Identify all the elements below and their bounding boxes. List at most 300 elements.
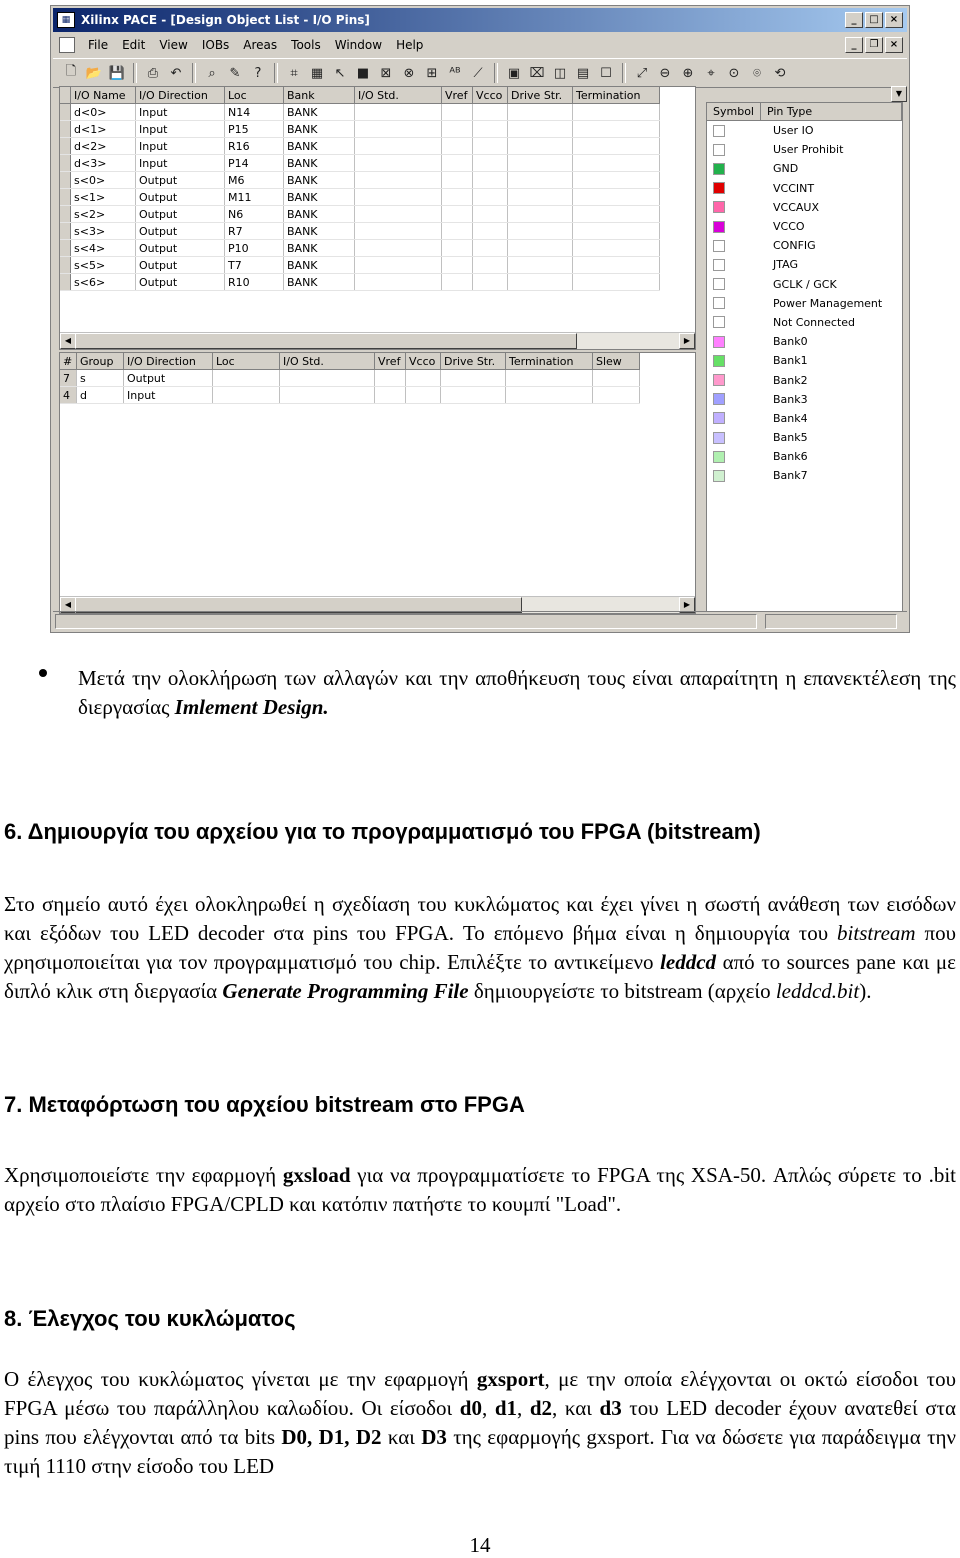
legend-swatch-icon bbox=[713, 355, 725, 367]
table-cell[interactable] bbox=[573, 155, 660, 172]
table-cell[interactable] bbox=[508, 240, 573, 257]
help-icon[interactable]: ? bbox=[254, 65, 262, 81]
legend-item bbox=[707, 370, 902, 389]
table-cell[interactable]: R7 bbox=[225, 223, 284, 240]
heading-section-6: 6. Δημιουργία του αρχείου για το προγραμματισμό του FPGA (bitstream) bbox=[4, 819, 761, 844]
view-d-icon[interactable]: ▤ bbox=[576, 65, 590, 81]
text-run: από το sources pane και με διπλό κλικ στη διεργασία bbox=[4, 950, 957, 1003]
table-cell[interactable] bbox=[442, 274, 473, 291]
table-cell[interactable] bbox=[375, 370, 406, 387]
table-row[interactable] bbox=[60, 138, 660, 155]
table-cell[interactable]: BANK bbox=[284, 257, 355, 274]
legend-item bbox=[707, 332, 902, 351]
table-cell[interactable] bbox=[355, 240, 442, 257]
table-row[interactable] bbox=[60, 387, 640, 404]
col-vcco[interactable]: Vcco bbox=[473, 87, 508, 104]
paragraph-section-6 bbox=[4, 890, 956, 1006]
table-cell[interactable] bbox=[508, 155, 573, 172]
row-header[interactable] bbox=[60, 223, 71, 240]
text-run-bold: gxsport bbox=[476, 1367, 545, 1391]
table-cell[interactable] bbox=[506, 370, 593, 387]
table-cell[interactable] bbox=[593, 370, 640, 387]
table-row[interactable] bbox=[60, 155, 660, 172]
view-b-icon[interactable]: ⌧ bbox=[529, 65, 545, 81]
table-cell[interactable] bbox=[473, 138, 508, 155]
row-header[interactable] bbox=[60, 104, 71, 121]
table-cell[interactable] bbox=[508, 274, 573, 291]
table-cell[interactable] bbox=[442, 240, 473, 257]
table-cell[interactable]: BANK bbox=[284, 104, 355, 121]
remove-icon[interactable]: ⊠ bbox=[380, 65, 392, 81]
text-run-bold-italic: leddcd bbox=[660, 950, 717, 974]
table-cell[interactable] bbox=[355, 257, 442, 274]
text-run: του LED decoder έχουν ανατεθεί στα pins που ελέγχονται από τα bits bbox=[4, 1396, 956, 1449]
table-cell[interactable] bbox=[573, 223, 660, 240]
menu-help[interactable]: Help bbox=[396, 38, 424, 52]
table-cell[interactable] bbox=[355, 189, 442, 206]
zoom-out-icon[interactable]: ⊖ bbox=[659, 65, 671, 81]
table-cell[interactable] bbox=[442, 104, 473, 121]
table-cell[interactable]: d<2> bbox=[71, 138, 136, 155]
col-loc[interactable]: Loc bbox=[225, 87, 284, 104]
col-loc[interactable]: Loc bbox=[213, 353, 280, 370]
mdi-restore-button[interactable]: ❐ bbox=[865, 37, 883, 53]
legend-swatch-icon bbox=[713, 163, 725, 175]
table-cell[interactable]: Output bbox=[136, 240, 225, 257]
table-cell[interactable]: 4 bbox=[60, 387, 77, 404]
text-run-bold: d3 bbox=[599, 1396, 622, 1420]
legend-swatch-icon bbox=[713, 240, 725, 252]
zoom-fit-icon[interactable]: ⤢ bbox=[636, 65, 648, 81]
table-cell[interactable] bbox=[473, 257, 508, 274]
legend-label: VCCINT bbox=[773, 181, 815, 195]
legend-swatch-icon bbox=[713, 259, 725, 271]
legend-swatch-icon bbox=[713, 182, 725, 194]
table-cell[interactable]: BANK bbox=[284, 121, 355, 138]
table-cell[interactable]: P15 bbox=[225, 121, 284, 138]
legend-swatch-icon bbox=[713, 316, 725, 328]
text-run-bold: d1 bbox=[494, 1396, 518, 1420]
table-cell[interactable] bbox=[508, 121, 573, 138]
table-cell[interactable] bbox=[375, 387, 406, 404]
xilinx-app-icon: ▦ bbox=[57, 12, 75, 28]
table-cell[interactable] bbox=[355, 155, 442, 172]
col-number[interactable]: # bbox=[60, 353, 77, 370]
table-cell[interactable] bbox=[280, 370, 375, 387]
table-cell[interactable] bbox=[213, 387, 280, 404]
legend-label: Power Management bbox=[773, 296, 883, 310]
table-cell[interactable] bbox=[508, 223, 573, 240]
menu-areas[interactable]: Areas bbox=[243, 38, 278, 52]
legend-label: VCCO bbox=[773, 220, 805, 234]
table-cell[interactable] bbox=[473, 155, 508, 172]
table-cell[interactable]: Output bbox=[136, 257, 225, 274]
legend-item bbox=[707, 294, 902, 313]
legend-swatch-icon bbox=[713, 432, 725, 444]
paragraph-section-7 bbox=[4, 1161, 956, 1219]
scroll-thumb[interactable] bbox=[75, 333, 577, 349]
col-drive-str[interactable]: Drive Str. bbox=[508, 87, 573, 104]
area-icon[interactable]: ⌗ bbox=[290, 65, 298, 81]
scroll-right-arrow-icon[interactable]: ▶ bbox=[679, 333, 695, 349]
table-cell[interactable] bbox=[473, 223, 508, 240]
refresh-icon[interactable]: ⟲ bbox=[774, 65, 786, 81]
table-cell[interactable]: T7 bbox=[225, 257, 284, 274]
status-cell-right bbox=[765, 614, 897, 629]
table-cell[interactable]: BANK bbox=[284, 189, 355, 206]
legend-swatch-icon bbox=[713, 144, 725, 156]
text-run-bold-italic: Generate Programming File bbox=[222, 979, 469, 1003]
legend-swatch-icon bbox=[713, 297, 725, 309]
table-cell[interactable] bbox=[355, 121, 442, 138]
col-bank[interactable]: Bank bbox=[284, 87, 355, 104]
legend-item bbox=[707, 447, 902, 466]
table-cell[interactable]: s<3> bbox=[71, 223, 136, 240]
mdi-close-button[interactable]: × bbox=[885, 37, 903, 53]
scroll-left-arrow-icon[interactable]: ◀ bbox=[60, 333, 76, 349]
table-cell[interactable]: BANK bbox=[284, 172, 355, 189]
table-row[interactable] bbox=[60, 206, 660, 223]
table-cell[interactable] bbox=[508, 206, 573, 223]
legend-label: GCLK / GCK bbox=[773, 277, 837, 291]
select-icon[interactable]: ↖ bbox=[334, 65, 346, 81]
text-run: ). bbox=[859, 979, 872, 1003]
row-header[interactable] bbox=[60, 206, 71, 223]
table-cell[interactable]: d<3> bbox=[71, 155, 136, 172]
table-cell[interactable] bbox=[508, 104, 573, 121]
col-io-std[interactable]: I/O Std. bbox=[280, 353, 375, 370]
table-cell[interactable]: P10 bbox=[225, 240, 284, 257]
table-row[interactable] bbox=[60, 274, 660, 291]
locate-icon[interactable]: ⌾ bbox=[753, 65, 761, 81]
menu-view[interactable]: View bbox=[159, 38, 188, 52]
legend-label: JTAG bbox=[773, 258, 798, 272]
table-row[interactable] bbox=[60, 104, 660, 121]
block-icon[interactable]: ■ bbox=[356, 65, 370, 81]
pin-icon[interactable]: ⊞ bbox=[426, 65, 438, 81]
table-cell[interactable]: BANK bbox=[284, 155, 355, 172]
document-icon[interactable] bbox=[59, 37, 75, 53]
bullet-icon bbox=[39, 669, 47, 677]
legend-label: Bank4 bbox=[773, 411, 808, 425]
text-run: Ο έλεγχος του κυκλώματος γίνεται με την εφαρμογή bbox=[4, 1367, 477, 1391]
text-run: για να προγραμματίσετε το FPGA της XSA-50. Απλώς σύρετε το .bit αρχείο στο πλαίσιο FPGA/CPLD και κατόπιν πατήστε το κουμπί "Load". bbox=[4, 1163, 956, 1216]
find-icon[interactable]: ⌕ bbox=[208, 65, 216, 81]
io-grid-hscrollbar[interactable] bbox=[60, 332, 695, 349]
table-cell[interactable]: P14 bbox=[225, 155, 284, 172]
table-cell[interactable] bbox=[573, 121, 660, 138]
prohibit-icon[interactable]: ⊗ bbox=[403, 65, 415, 81]
col-symbol[interactable]: Symbol bbox=[707, 103, 761, 120]
legend-item bbox=[707, 121, 902, 140]
menu-iobs[interactable]: IOBs bbox=[201, 38, 230, 52]
legend-swatch-icon bbox=[713, 451, 725, 463]
col-vcco[interactable]: Vcco bbox=[406, 353, 441, 370]
table-cell[interactable] bbox=[473, 189, 508, 206]
table-cell[interactable] bbox=[508, 172, 573, 189]
zoom-area-icon[interactable]: ⌖ bbox=[707, 65, 715, 81]
save-icon[interactable]: 💾 bbox=[108, 65, 126, 81]
new-icon[interactable]: 🗋 bbox=[65, 64, 77, 79]
table-cell[interactable]: BANK bbox=[284, 223, 355, 240]
row-header[interactable] bbox=[60, 138, 71, 155]
scroll-right-arrow-icon[interactable]: ▶ bbox=[679, 597, 695, 613]
table-cell[interactable] bbox=[473, 121, 508, 138]
text-run: , bbox=[517, 1396, 530, 1420]
table-cell[interactable]: Output bbox=[136, 274, 225, 291]
table-cell[interactable]: Input bbox=[136, 104, 225, 121]
toolbar-separator bbox=[622, 63, 626, 83]
table-cell[interactable]: d<0> bbox=[71, 104, 136, 121]
table-cell[interactable] bbox=[473, 240, 508, 257]
legend-swatch-icon bbox=[713, 278, 725, 290]
table-cell[interactable] bbox=[442, 172, 473, 189]
paragraph-section-8 bbox=[4, 1365, 956, 1481]
view-c-icon[interactable]: ◫ bbox=[553, 65, 567, 81]
legend-swatch-icon bbox=[713, 336, 725, 348]
table-cell[interactable]: N6 bbox=[225, 206, 284, 223]
row-header[interactable] bbox=[60, 172, 71, 189]
text-run-bold: D0, D1, D2 bbox=[281, 1425, 382, 1449]
table-cell[interactable] bbox=[442, 206, 473, 223]
legend-item bbox=[707, 275, 902, 294]
table-cell[interactable]: Input bbox=[136, 155, 225, 172]
table-cell[interactable] bbox=[593, 387, 640, 404]
undo-icon[interactable]: ↶ bbox=[170, 65, 182, 81]
open-icon[interactable]: 📂 bbox=[85, 65, 103, 81]
menu-edit[interactable]: Edit bbox=[122, 38, 146, 52]
row-header[interactable] bbox=[60, 121, 71, 138]
table-cell[interactable] bbox=[355, 274, 442, 291]
legend-label: Bank2 bbox=[773, 373, 808, 387]
text-run-bold: d0 bbox=[459, 1396, 482, 1420]
table-cell[interactable]: s bbox=[77, 370, 124, 387]
table-cell[interactable]: s<5> bbox=[71, 257, 136, 274]
tool-icon[interactable]: ✎ bbox=[229, 65, 241, 81]
scroll-left-arrow-icon[interactable]: ◀ bbox=[60, 597, 76, 613]
text-run: Στο σημείο αυτό έχει ολοκληρωθεί η σχεδίαση του κυκλώματος και έχει γίνει η σωστή ανάθεση των εισόδων και εξόδων του LED decoder στα pins του FPGA. Το επόμενο βήμα είναι η δημιουργία του bbox=[4, 892, 956, 945]
col-io-direction[interactable]: I/O Direction bbox=[136, 87, 225, 104]
table-cell[interactable] bbox=[442, 121, 473, 138]
table-row[interactable] bbox=[60, 189, 660, 206]
table-cell[interactable]: d<1> bbox=[71, 121, 136, 138]
table-cell[interactable]: s<1> bbox=[71, 189, 136, 206]
heading-section-8: 8. Έλεγχος του κυκλώματος bbox=[4, 1306, 296, 1331]
table-cell[interactable]: R16 bbox=[225, 138, 284, 155]
col-pin-type[interactable]: Pin Type bbox=[761, 103, 902, 120]
table-cell[interactable] bbox=[406, 370, 441, 387]
text-run: δημιουργείστε το bitstream (αρχείο bbox=[468, 979, 776, 1003]
text-run: της εφαρμογής gxsport. Για να δώσετε για παράδειγμα την τιμή 1110 στην είσοδο του LED bbox=[4, 1425, 956, 1478]
table-cell[interactable] bbox=[213, 370, 280, 387]
table-cell[interactable]: Output bbox=[136, 206, 225, 223]
col-slew[interactable]: Slew bbox=[593, 353, 640, 370]
text-run: που χρησιμοποιείται για τον προγραμματισμό του chip. Επιλέξτε το αντικείμενο bbox=[4, 921, 957, 974]
table-cell[interactable] bbox=[573, 138, 660, 155]
table-cell[interactable] bbox=[508, 189, 573, 206]
minimize-button[interactable]: _ bbox=[845, 12, 863, 28]
abc-icon[interactable]: ᴬᴮ bbox=[449, 65, 461, 81]
table-cell[interactable] bbox=[355, 104, 442, 121]
legend-swatch-icon bbox=[713, 470, 725, 482]
row-header[interactable] bbox=[60, 274, 71, 291]
table-cell[interactable] bbox=[442, 223, 473, 240]
table-cell[interactable]: Output bbox=[124, 370, 213, 387]
table-cell[interactable] bbox=[573, 189, 660, 206]
table-cell[interactable] bbox=[508, 138, 573, 155]
text-run-bold: d2 bbox=[529, 1396, 553, 1420]
table-cell[interactable]: Output bbox=[136, 172, 225, 189]
table-cell[interactable] bbox=[355, 206, 442, 223]
table-cell[interactable]: BANK bbox=[284, 274, 355, 291]
col-termination[interactable]: Termination bbox=[573, 87, 660, 104]
zoom-select-icon[interactable]: ⊙ bbox=[728, 65, 740, 81]
table-cell[interactable] bbox=[280, 387, 375, 404]
table-cell[interactable]: s<6> bbox=[71, 274, 136, 291]
table-cell[interactable]: Input bbox=[124, 387, 213, 404]
table-cell[interactable] bbox=[573, 240, 660, 257]
legend-item bbox=[707, 390, 902, 409]
table-cell[interactable]: Output bbox=[136, 223, 225, 240]
table-cell[interactable]: s<4> bbox=[71, 240, 136, 257]
row-header[interactable] bbox=[60, 257, 71, 274]
table-cell[interactable] bbox=[473, 172, 508, 189]
page-number: 14 bbox=[469, 1533, 491, 1557]
table-cell[interactable] bbox=[442, 257, 473, 274]
row-header[interactable] bbox=[60, 240, 71, 257]
table-cell[interactable]: Output bbox=[136, 189, 225, 206]
view-e-icon[interactable]: ☐ bbox=[600, 65, 612, 81]
legend-label: User Prohibit bbox=[773, 143, 844, 157]
table-row[interactable] bbox=[60, 257, 660, 274]
legend-label: Not Connected bbox=[773, 315, 856, 329]
table-cell[interactable] bbox=[506, 387, 593, 404]
bullet-emphasis: Imlement Design. bbox=[174, 695, 329, 719]
zoom-in-icon[interactable]: ⊕ bbox=[682, 65, 694, 81]
col-io-std[interactable]: I/O Std. bbox=[355, 87, 442, 104]
table-cell[interactable] bbox=[508, 257, 573, 274]
maximize-button[interactable]: □ bbox=[865, 12, 883, 28]
legend-label: Bank1 bbox=[773, 354, 808, 368]
table-cell[interactable] bbox=[442, 138, 473, 155]
table-row[interactable] bbox=[60, 240, 660, 257]
table-cell[interactable] bbox=[441, 370, 506, 387]
col-io-name[interactable]: I/O Name bbox=[71, 87, 136, 104]
status-bar bbox=[53, 611, 907, 630]
col-io-direction[interactable]: I/O Direction bbox=[124, 353, 213, 370]
heading-section-7: 7. Μεταφόρτωση του αρχείου bitstream στο FPGA bbox=[4, 1092, 525, 1117]
col-drive-str[interactable]: Drive Str. bbox=[441, 353, 506, 370]
grid-icon[interactable]: ▦ bbox=[310, 65, 324, 81]
menu-window[interactable]: Window bbox=[334, 38, 383, 52]
table-cell[interactable]: s<0> bbox=[71, 172, 136, 189]
pace-window bbox=[50, 5, 910, 633]
table-cell[interactable] bbox=[573, 257, 660, 274]
table-cell[interactable] bbox=[573, 274, 660, 291]
bullet-paragraph bbox=[78, 664, 956, 722]
print-icon[interactable]: ⎙ bbox=[147, 65, 159, 81]
table-row[interactable] bbox=[60, 172, 660, 189]
table-cell[interactable] bbox=[573, 206, 660, 223]
table-cell[interactable] bbox=[573, 104, 660, 121]
table-cell[interactable] bbox=[355, 138, 442, 155]
table-cell[interactable] bbox=[473, 206, 508, 223]
legend-swatch-icon bbox=[713, 201, 725, 213]
close-button[interactable]: × bbox=[885, 12, 903, 28]
col-termination[interactable]: Termination bbox=[506, 353, 593, 370]
text-run-italic: bitstream bbox=[837, 921, 916, 945]
legend-item bbox=[707, 198, 902, 217]
toolbar-separator bbox=[494, 63, 498, 83]
legend-item bbox=[707, 179, 902, 198]
menu-tools[interactable]: Tools bbox=[291, 38, 321, 52]
table-cell[interactable]: BANK bbox=[284, 206, 355, 223]
table-cell[interactable]: M6 bbox=[225, 172, 284, 189]
bullet-text: Μετά την ολοκλήρωση των αλλαγών και την αποθήκευση τους είναι απαραίτητη η επανεκτέλεση της διεργασίας bbox=[78, 666, 956, 719]
toolbar bbox=[53, 58, 907, 88]
menu-file[interactable]: File bbox=[88, 38, 109, 52]
table-cell[interactable] bbox=[473, 104, 508, 121]
row-header-corner bbox=[60, 87, 71, 104]
table-cell[interactable] bbox=[355, 172, 442, 189]
table-cell[interactable]: d bbox=[77, 387, 124, 404]
col-vref[interactable]: Vref bbox=[375, 353, 406, 370]
legend-item bbox=[707, 409, 902, 428]
col-vref[interactable]: Vref bbox=[442, 87, 473, 104]
table-cell[interactable]: 7 bbox=[60, 370, 77, 387]
table-cell[interactable] bbox=[442, 189, 473, 206]
table-row[interactable] bbox=[60, 121, 660, 138]
table-cell[interactable]: BANK bbox=[284, 240, 355, 257]
table-cell[interactable] bbox=[441, 387, 506, 404]
table-row[interactable] bbox=[60, 370, 640, 387]
table-row[interactable] bbox=[60, 223, 660, 240]
row-header[interactable] bbox=[60, 155, 71, 172]
table-cell[interactable] bbox=[355, 223, 442, 240]
text-run: , και bbox=[552, 1396, 600, 1420]
mdi-minimize-button[interactable]: _ bbox=[845, 37, 863, 53]
row-header[interactable] bbox=[60, 189, 71, 206]
col-group[interactable]: Group bbox=[77, 353, 124, 370]
table-cell[interactable]: N14 bbox=[225, 104, 284, 121]
legend-item bbox=[707, 313, 902, 332]
table-cell[interactable]: M11 bbox=[225, 189, 284, 206]
table-cell[interactable] bbox=[573, 172, 660, 189]
table-cell[interactable]: Input bbox=[136, 121, 225, 138]
table-cell[interactable]: s<2> bbox=[71, 206, 136, 223]
io-groups-grid bbox=[59, 352, 696, 614]
legend-label: VCCAUX bbox=[773, 200, 819, 214]
route-icon[interactable]: ⟋ bbox=[473, 65, 483, 81]
table-cell[interactable] bbox=[406, 387, 441, 404]
table-cell[interactable]: Input bbox=[136, 138, 225, 155]
toolbar-separator bbox=[133, 63, 137, 83]
text-run: Χρησιμοποιείστε την εφαρμογή bbox=[4, 1163, 283, 1187]
table-cell[interactable] bbox=[442, 155, 473, 172]
view-a-icon[interactable]: ▣ bbox=[507, 65, 521, 81]
legend-swatch-icon bbox=[713, 374, 725, 386]
legend-label: Bank6 bbox=[773, 450, 808, 464]
table-cell[interactable] bbox=[473, 274, 508, 291]
legend-item bbox=[707, 351, 902, 370]
table-cell[interactable]: R10 bbox=[225, 274, 284, 291]
legend-scroll-icon[interactable]: ▼ bbox=[891, 86, 907, 102]
legend-label: User IO bbox=[773, 124, 814, 138]
io-pins-grid bbox=[59, 86, 696, 350]
legend-label: CONFIG bbox=[773, 239, 816, 253]
legend-item bbox=[707, 217, 902, 236]
table-cell[interactable]: BANK bbox=[284, 138, 355, 155]
